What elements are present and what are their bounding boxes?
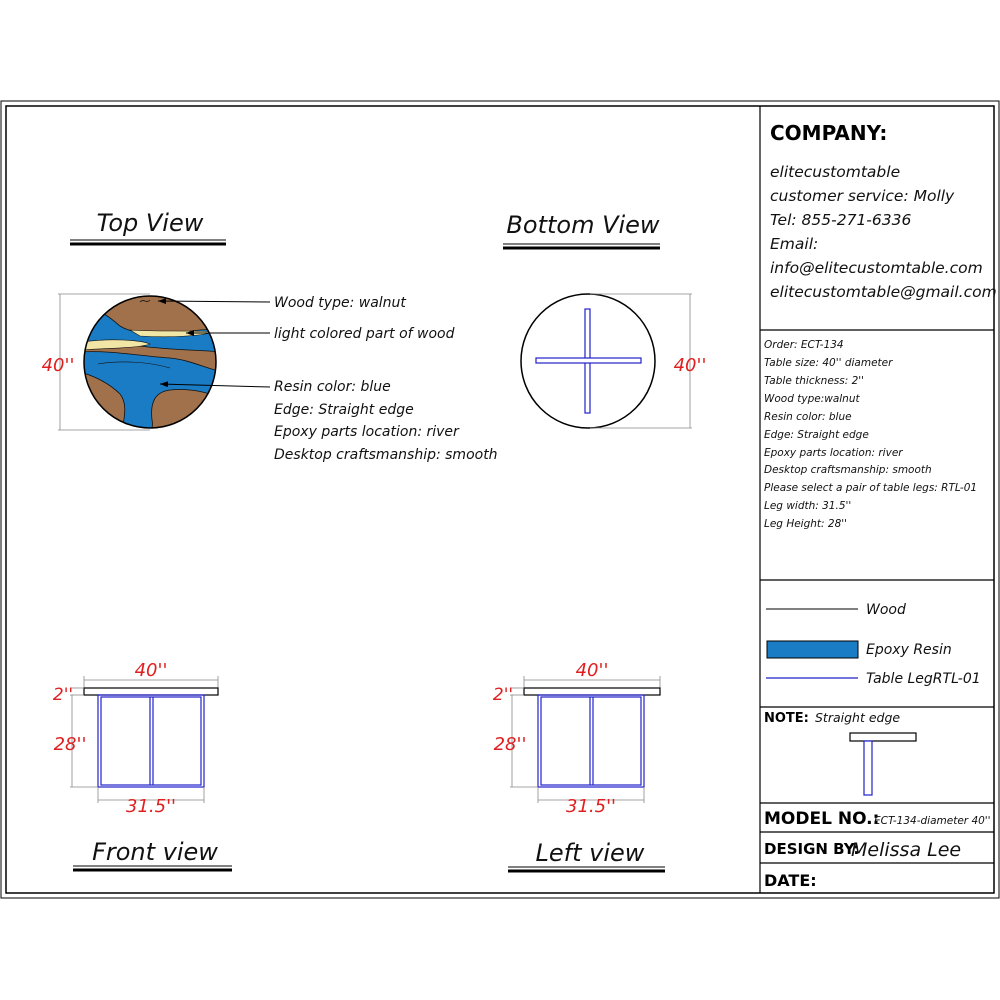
order-line: Table thickness: 2'' <box>764 375 865 387</box>
top-view-annotations <box>274 295 498 463</box>
left-view-legs <box>538 695 644 787</box>
front-view-legs <box>98 695 204 787</box>
order-line: Leg width: 31.5'' <box>764 500 852 512</box>
model-label: MODEL NO.: <box>764 809 880 829</box>
left-view-title: Left view <box>535 839 645 867</box>
company-email-1: info@elitecustomtable.com <box>770 259 983 277</box>
order-line: Order: ECT-134 <box>764 339 844 351</box>
order-line: Wood type:walnut <box>764 393 860 405</box>
left-view-drawing <box>510 676 660 803</box>
top-view-title: Top View <box>96 209 204 237</box>
legend-resin-swatch <box>767 641 858 658</box>
left-view-height-label: 28'' <box>493 734 527 755</box>
company-email-2: elitecustomtable@gmail.com <box>770 283 997 301</box>
order-line: Please select a pair of table legs: RTL-01 <box>764 482 978 494</box>
order-line: Table size: 40'' diameter <box>764 357 893 369</box>
front-view-width-label: 40'' <box>134 660 168 681</box>
front-view-leg-width-label: 31.5'' <box>126 796 176 817</box>
front-view-tabletop <box>84 688 218 695</box>
note-section <box>764 710 916 795</box>
company-heading: COMPANY: <box>770 121 888 145</box>
front-view-title: Front view <box>92 838 218 866</box>
legend-resin-label: Epoxy Resin <box>866 642 952 658</box>
left-view-thickness-label: 2'' <box>492 685 514 705</box>
company-service: customer service: Molly <box>770 187 955 205</box>
legend <box>766 602 981 687</box>
order-line: Epoxy parts location: river <box>764 447 903 459</box>
front-view-height-label: 28'' <box>53 734 87 755</box>
left-view-width-label: 40'' <box>575 660 609 681</box>
note-value: Straight edge <box>815 710 901 725</box>
top-view-diameter-label: 40'' <box>41 355 75 376</box>
front-view-drawing <box>70 676 218 803</box>
date-label: DATE: <box>764 871 817 890</box>
annotation-wood-type: Wood type: walnut <box>274 295 406 311</box>
company-tel: Tel: 855-271-6336 <box>770 211 912 229</box>
order-line: Desktop craftsmanship: smooth <box>764 464 932 476</box>
bottom-view-diameter-label: 40'' <box>673 355 707 376</box>
bottom-view-tabletop <box>521 294 655 428</box>
bottom-view-title: Bottom View <box>506 211 660 239</box>
left-view-tabletop <box>524 688 660 695</box>
legend-leg-label: Table LegRTL-01 <box>866 671 981 687</box>
order-line: Leg Height: 28'' <box>764 518 848 530</box>
annotation-edge: Edge: Straight edge <box>274 402 414 418</box>
company-email-label: Email: <box>770 235 819 253</box>
note-label: NOTE: <box>764 711 809 726</box>
design-label: DESIGN BY: <box>764 840 860 858</box>
order-details <box>764 339 977 530</box>
edge-profile-top <box>850 733 916 741</box>
order-line: Edge: Straight edge <box>764 429 869 441</box>
annotation-craftsmanship: Desktop craftsmanship: smooth <box>274 447 498 463</box>
company-name: elitecustomtable <box>770 163 901 181</box>
legend-wood-label: Wood <box>866 602 906 618</box>
left-view-leg-width-label: 31.5'' <box>566 796 616 817</box>
company-info <box>770 163 997 301</box>
annotation-resin-color: Resin color: blue <box>274 379 391 395</box>
annotation-light-wood: light colored part of wood <box>274 326 455 342</box>
bottom-view-leg-horizontal <box>536 358 641 363</box>
annotation-epoxy-location: Epoxy parts location: river <box>274 424 459 440</box>
edge-profile-leg <box>864 741 872 795</box>
order-line: Resin color: blue <box>764 411 852 423</box>
model-value: ECT-134-diameter 40'' <box>874 815 991 827</box>
design-value: Melissa Lee <box>851 839 962 861</box>
top-view-tabletop <box>80 292 222 432</box>
front-view-thickness-label: 2'' <box>52 685 74 705</box>
